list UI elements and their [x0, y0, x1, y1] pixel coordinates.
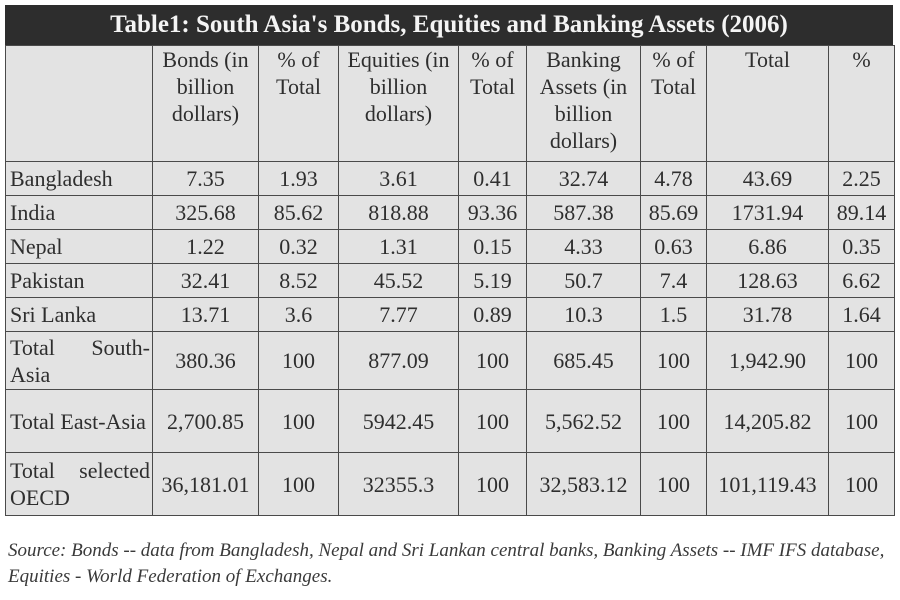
cell: 0.35	[829, 230, 895, 264]
table-row	[6, 298, 895, 332]
cell: 43.69	[707, 162, 829, 196]
cell: 89.14	[829, 196, 895, 230]
header-bonds-pct: % of Total	[259, 46, 339, 162]
cell: 45.52	[339, 264, 459, 298]
cell: 1.31	[339, 230, 459, 264]
cell: 100	[829, 332, 895, 390]
cell: 587.38	[527, 196, 641, 230]
cell: 5.19	[459, 264, 527, 298]
cell: 1.5	[641, 298, 707, 332]
cell: 100	[259, 390, 339, 453]
cell: 3.6	[259, 298, 339, 332]
cell: 100	[641, 390, 707, 453]
cell: 0.41	[459, 162, 527, 196]
cell: 2,700.85	[153, 390, 259, 453]
table-title: Table1: South Asia's Bonds, Equities and Banking Assets (2006)	[5, 5, 893, 45]
header-row	[6, 46, 895, 162]
cell: 0.15	[459, 230, 527, 264]
data-table	[5, 45, 895, 516]
header-equities-pct: % of Total	[459, 46, 527, 162]
cell: 32355.3	[339, 453, 459, 516]
table-row	[6, 390, 895, 453]
cell: 818.88	[339, 196, 459, 230]
cell: 0.89	[459, 298, 527, 332]
cell: 100	[641, 453, 707, 516]
header-banking-assets: Banking Assets (in billion dollars)	[527, 46, 641, 162]
cell: 32.41	[153, 264, 259, 298]
cell: 10.3	[527, 298, 641, 332]
cell: 85.62	[259, 196, 339, 230]
row-label: India	[6, 196, 153, 230]
cell: 32,583.12	[527, 453, 641, 516]
header-total-pct: %	[829, 46, 895, 162]
cell: 1.64	[829, 298, 895, 332]
cell: 100	[641, 332, 707, 390]
cell: 31.78	[707, 298, 829, 332]
row-label: Total selected OECD	[6, 453, 153, 516]
cell: 6.86	[707, 230, 829, 264]
cell: 1.22	[153, 230, 259, 264]
cell: 100	[459, 332, 527, 390]
cell: 877.09	[339, 332, 459, 390]
cell: 8.52	[259, 264, 339, 298]
cell: 6.62	[829, 264, 895, 298]
cell: 0.32	[259, 230, 339, 264]
row-label: Total South-Asia	[6, 332, 153, 390]
row-label: Nepal	[6, 230, 153, 264]
cell: 4.33	[527, 230, 641, 264]
cell: 325.68	[153, 196, 259, 230]
cell: 1,942.90	[707, 332, 829, 390]
cell: 1731.94	[707, 196, 829, 230]
header-bonds: Bonds (in billion dollars)	[153, 46, 259, 162]
table-row	[6, 453, 895, 516]
cell: 5942.45	[339, 390, 459, 453]
cell: 3.61	[339, 162, 459, 196]
cell: 7.4	[641, 264, 707, 298]
cell: 100	[259, 453, 339, 516]
header-banking-pct: % of Total	[641, 46, 707, 162]
header-empty	[6, 46, 153, 162]
source-note: Source: Bonds -- data from Bangladesh, Nepal and Sri Lankan central banks, Banking Assets -- IMF IFS database, Equities - World Federation of Exchanges.	[8, 540, 885, 587]
cell: 100	[829, 453, 895, 516]
cell: 380.36	[153, 332, 259, 390]
cell: 7.77	[339, 298, 459, 332]
table-row	[6, 230, 895, 264]
header-equities: Equities (in billion dollars)	[339, 46, 459, 162]
table-row	[6, 162, 895, 196]
cell: 128.63	[707, 264, 829, 298]
cell: 85.69	[641, 196, 707, 230]
row-label: Bangladesh	[6, 162, 153, 196]
table-row	[6, 264, 895, 298]
cell: 13.71	[153, 298, 259, 332]
table-row	[6, 332, 895, 390]
cell: 5,562.52	[527, 390, 641, 453]
row-label: Sri Lanka	[6, 298, 153, 332]
cell: 100	[829, 390, 895, 453]
cell: 50.7	[527, 264, 641, 298]
row-label: Total East-Asia	[6, 390, 153, 453]
cell: 0.63	[641, 230, 707, 264]
cell: 101,119.43	[707, 453, 829, 516]
cell: 14,205.82	[707, 390, 829, 453]
cell: 685.45	[527, 332, 641, 390]
cell: 93.36	[459, 196, 527, 230]
cell: 7.35	[153, 162, 259, 196]
cell: 4.78	[641, 162, 707, 196]
table-row	[6, 196, 895, 230]
cell: 100	[259, 332, 339, 390]
cell: 1.93	[259, 162, 339, 196]
row-label: Pakistan	[6, 264, 153, 298]
cell: 32.74	[527, 162, 641, 196]
header-total: Total	[707, 46, 829, 162]
cell: 100	[459, 390, 527, 453]
cell: 36,181.01	[153, 453, 259, 516]
cell: 2.25	[829, 162, 895, 196]
cell: 100	[459, 453, 527, 516]
